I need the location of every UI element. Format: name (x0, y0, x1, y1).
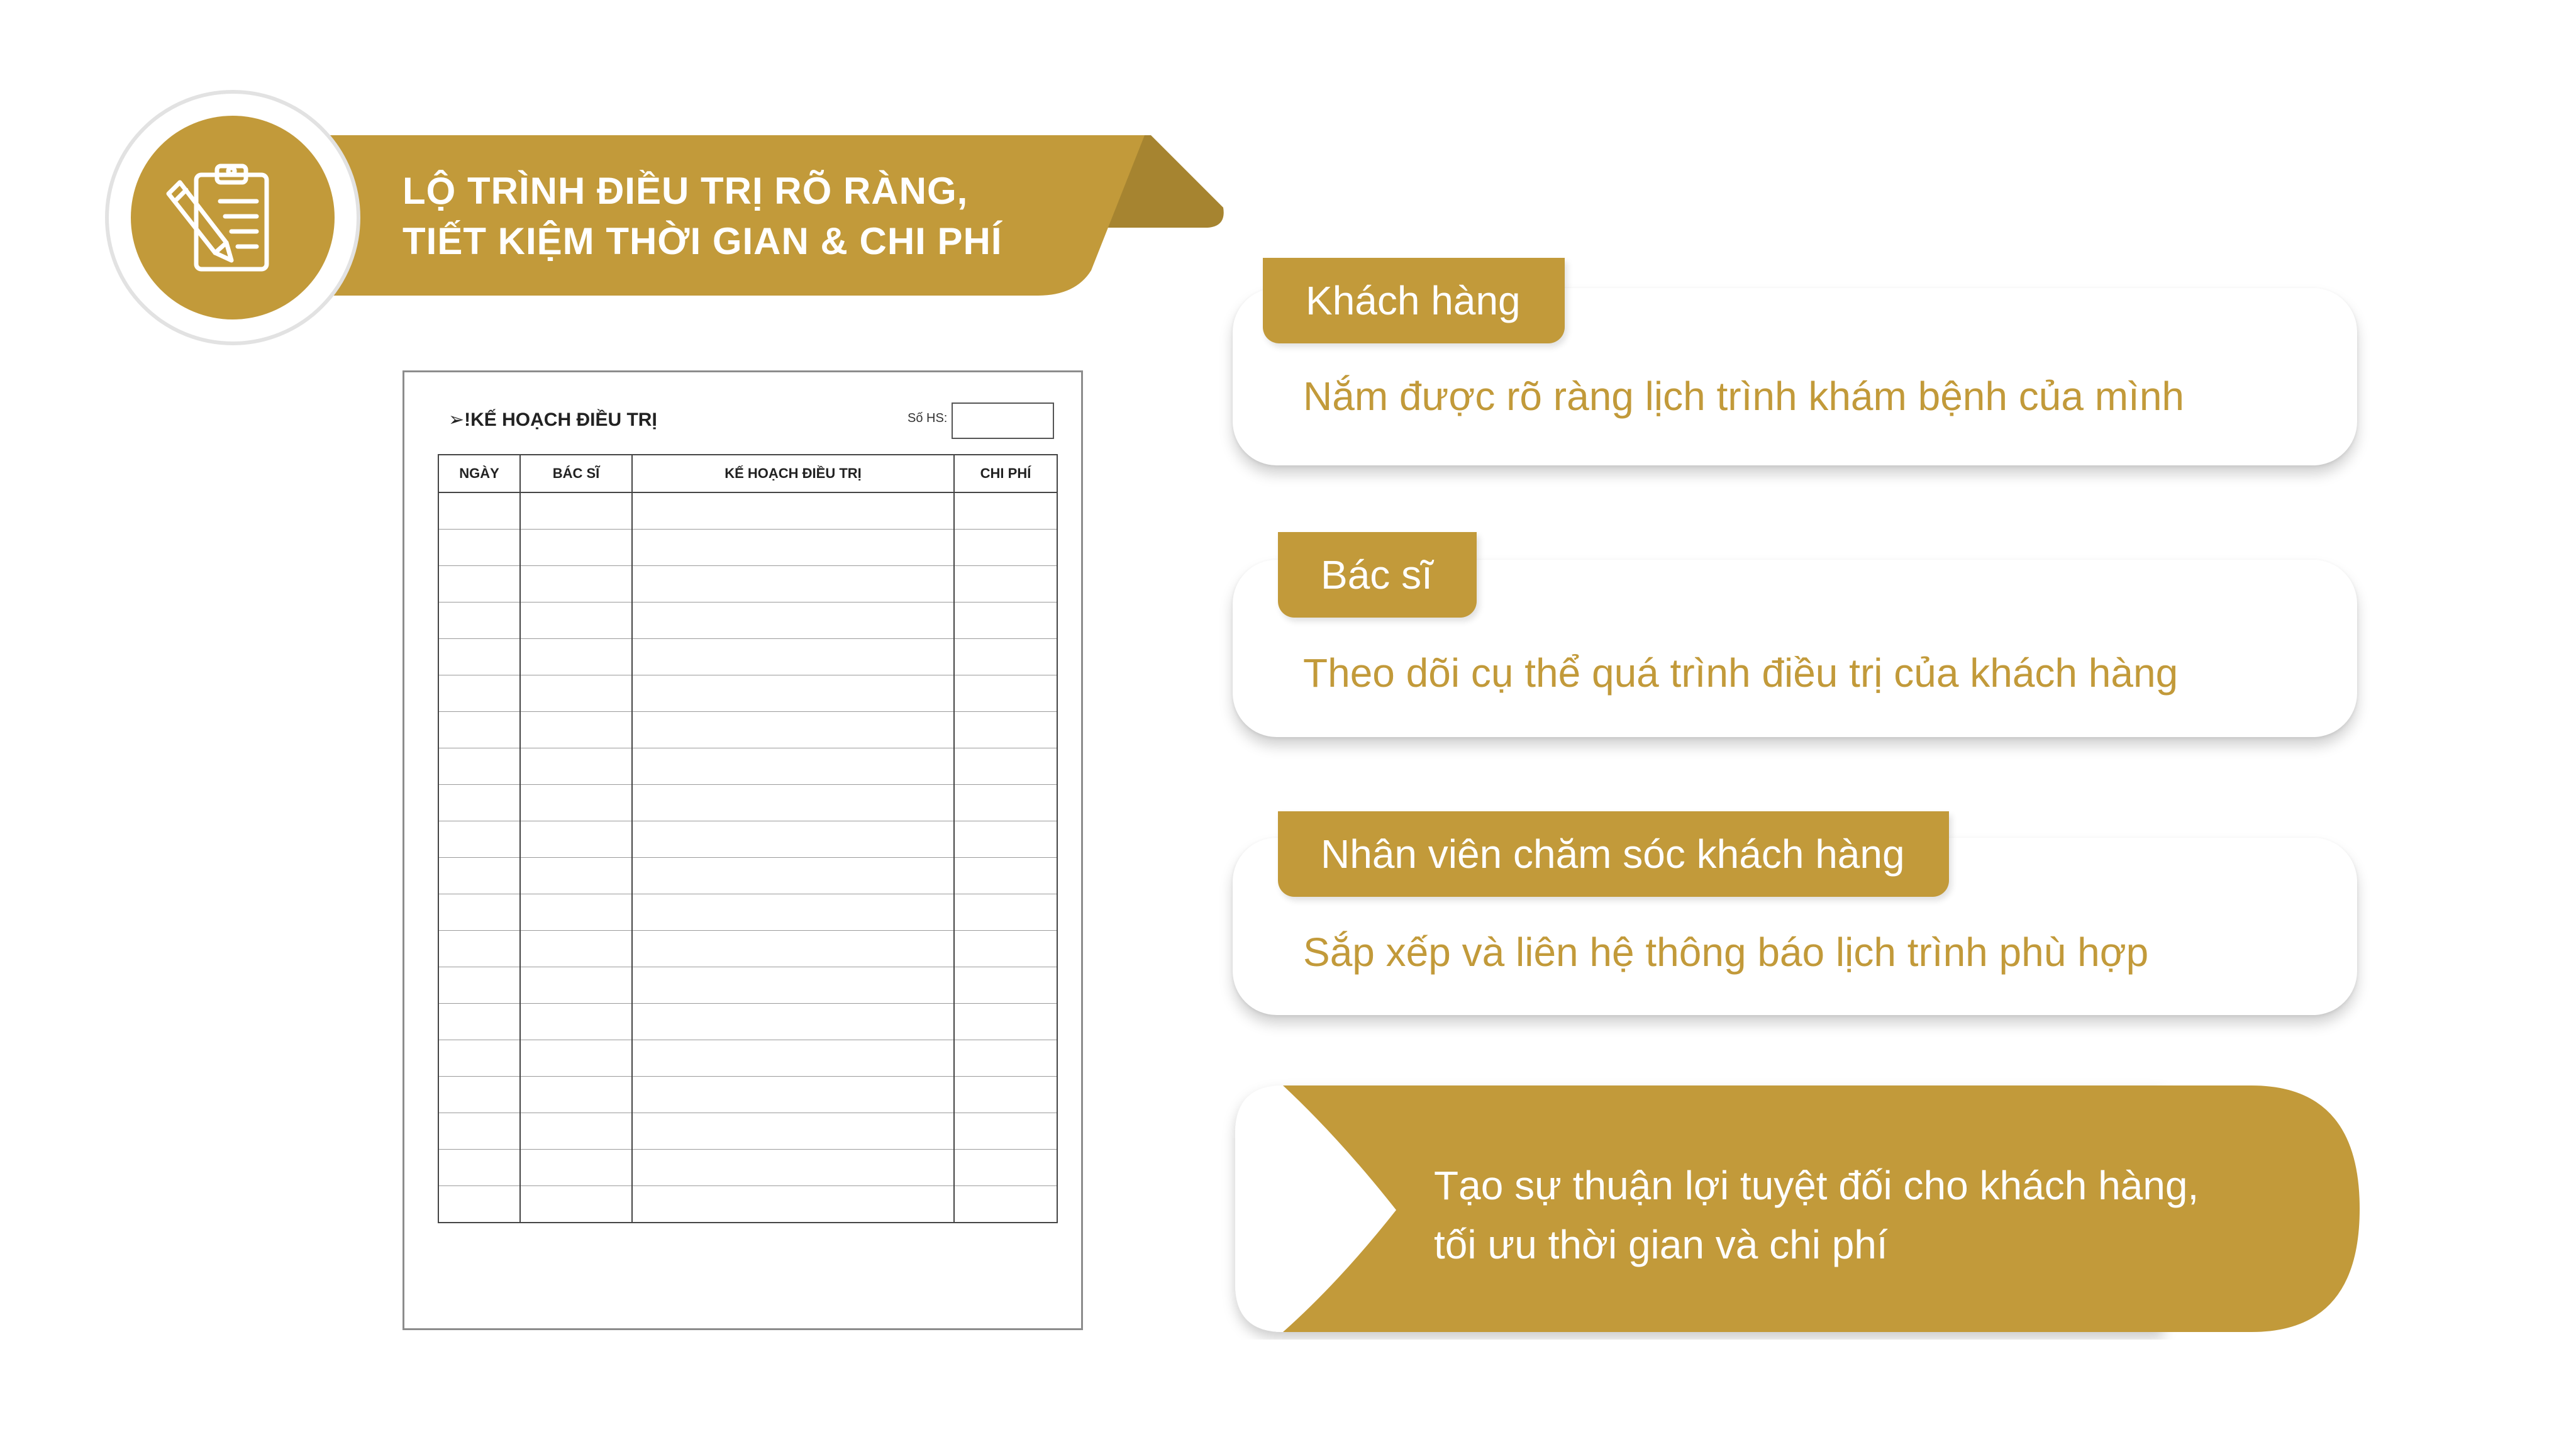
table-cell (438, 748, 520, 785)
table-cell (520, 785, 632, 821)
table-row (438, 931, 1057, 967)
table-cell (520, 1077, 632, 1113)
table-row (438, 1150, 1057, 1186)
table-cell (954, 1150, 1057, 1186)
table-cell (438, 1004, 520, 1040)
conclusion-line2: tối ưu thời gian và chi phí (1434, 1222, 1888, 1267)
table-cell (520, 1040, 632, 1077)
table-cell (954, 492, 1057, 530)
table-cell (438, 675, 520, 712)
table-cell (954, 894, 1057, 931)
table-row (438, 785, 1057, 821)
table-cell (632, 931, 954, 967)
table-cell (954, 1004, 1057, 1040)
table-row (438, 1077, 1057, 1113)
table-cell (438, 492, 520, 530)
table-cell (438, 894, 520, 931)
table-cell (954, 530, 1057, 566)
column-header: KẾ HOẠCH ĐIỀU TRỊ (632, 455, 954, 492)
table-row (438, 530, 1057, 566)
banner-title-line1: LỘ TRÌNH ĐIỀU TRỊ RÕ RÀNG, (402, 170, 969, 212)
table-cell (632, 566, 954, 602)
table-cell (954, 1040, 1057, 1077)
table-cell (632, 748, 954, 785)
table-header-row (438, 455, 1057, 492)
table-cell (954, 748, 1057, 785)
table-cell (520, 894, 632, 931)
role-tag-customer: Khách hàng (1263, 258, 1565, 343)
table-cell (632, 821, 954, 858)
table-cell (632, 1186, 954, 1223)
table-cell (954, 858, 1057, 894)
table-cell (954, 712, 1057, 748)
table-row (438, 1113, 1057, 1150)
column-header: NGÀY (438, 455, 520, 492)
column-header: BÁC SĨ (520, 455, 632, 492)
document-title: ➢!KẾ HOẠCH ĐIỀU TRỊ (448, 409, 657, 430)
table-cell (520, 967, 632, 1004)
role-text-customer: Nắm được rõ ràng lịch trình khám bệnh của mình (1303, 374, 2184, 419)
table-row (438, 566, 1057, 602)
table-cell (438, 858, 520, 894)
table-cell (438, 1113, 520, 1150)
table-cell (438, 785, 520, 821)
table-cell (520, 1186, 632, 1223)
table-cell (438, 530, 520, 566)
record-number-box (952, 402, 1054, 439)
table-cell (520, 821, 632, 858)
table-cell (632, 1150, 954, 1186)
table-cell (954, 639, 1057, 675)
table-cell (438, 639, 520, 675)
table-cell (632, 712, 954, 748)
table-cell (520, 748, 632, 785)
table-cell (632, 967, 954, 1004)
table-row (438, 858, 1057, 894)
table-cell (632, 675, 954, 712)
table-cell (438, 931, 520, 967)
table-row (438, 821, 1057, 858)
column-header: CHI PHÍ (954, 455, 1057, 492)
table-cell (520, 1150, 632, 1186)
table-cell (438, 1077, 520, 1113)
banner-title-line2: TIẾT KIỆM THỜI GIAN & CHI PHÍ (402, 220, 1002, 262)
table-cell (632, 1113, 954, 1150)
table-cell (438, 1150, 520, 1186)
clipboard-pencil-icon (157, 156, 283, 282)
table-cell (632, 492, 954, 530)
conclusion-line1: Tạo sự thuận lợi tuyệt đối cho khách hàng, (1434, 1163, 2199, 1208)
table-cell (520, 858, 632, 894)
table-cell (520, 639, 632, 675)
table-cell (954, 602, 1057, 639)
table-row (438, 712, 1057, 748)
table-row (438, 675, 1057, 712)
table-cell (954, 931, 1057, 967)
table-cell (954, 566, 1057, 602)
table-cell (954, 1186, 1057, 1223)
table-row (438, 1004, 1057, 1040)
table-cell (520, 712, 632, 748)
table-row (438, 967, 1057, 1004)
table-cell (520, 675, 632, 712)
table-cell (520, 492, 632, 530)
table-cell (632, 1040, 954, 1077)
table-cell (438, 967, 520, 1004)
table-row (438, 748, 1057, 785)
table-row (438, 492, 1057, 530)
table-cell (438, 1186, 520, 1223)
treatment-plan-table (438, 454, 1058, 1223)
table-cell (520, 931, 632, 967)
table-row (438, 1186, 1057, 1223)
table-cell (632, 1004, 954, 1040)
table-cell (954, 675, 1057, 712)
table-cell (632, 858, 954, 894)
table-cell (438, 602, 520, 639)
table-row (438, 894, 1057, 931)
table-cell (954, 1113, 1057, 1150)
treatment-plan-document (402, 370, 1083, 1330)
table-cell (632, 894, 954, 931)
table-cell (632, 639, 954, 675)
table-cell (438, 1040, 520, 1077)
table-row (438, 639, 1057, 675)
table-cell (438, 566, 520, 602)
role-text-care-staff: Sắp xếp và liên hệ thông báo lịch trình phù hợp (1303, 930, 2149, 975)
table-cell (632, 602, 954, 639)
role-tag-care-staff: Nhân viên chăm sóc khách hàng (1278, 811, 1949, 897)
table-cell (632, 785, 954, 821)
table-cell (954, 785, 1057, 821)
table-cell (954, 1077, 1057, 1113)
table-cell (438, 821, 520, 858)
table-cell (632, 1077, 954, 1113)
table-cell (520, 602, 632, 639)
table-cell (438, 712, 520, 748)
table-cell (520, 1113, 632, 1150)
role-tag-doctor: Bác sĩ (1278, 532, 1477, 618)
table-cell (520, 566, 632, 602)
table-row (438, 602, 1057, 639)
table-cell (632, 530, 954, 566)
table-cell (520, 1004, 632, 1040)
table-cell (954, 821, 1057, 858)
record-number-label: Số HS: (908, 411, 948, 425)
table-cell (954, 967, 1057, 1004)
table-row (438, 1040, 1057, 1077)
table-cell (520, 530, 632, 566)
role-text-doctor: Theo dõi cụ thể quá trình điều trị của khách hàng (1303, 650, 2179, 696)
